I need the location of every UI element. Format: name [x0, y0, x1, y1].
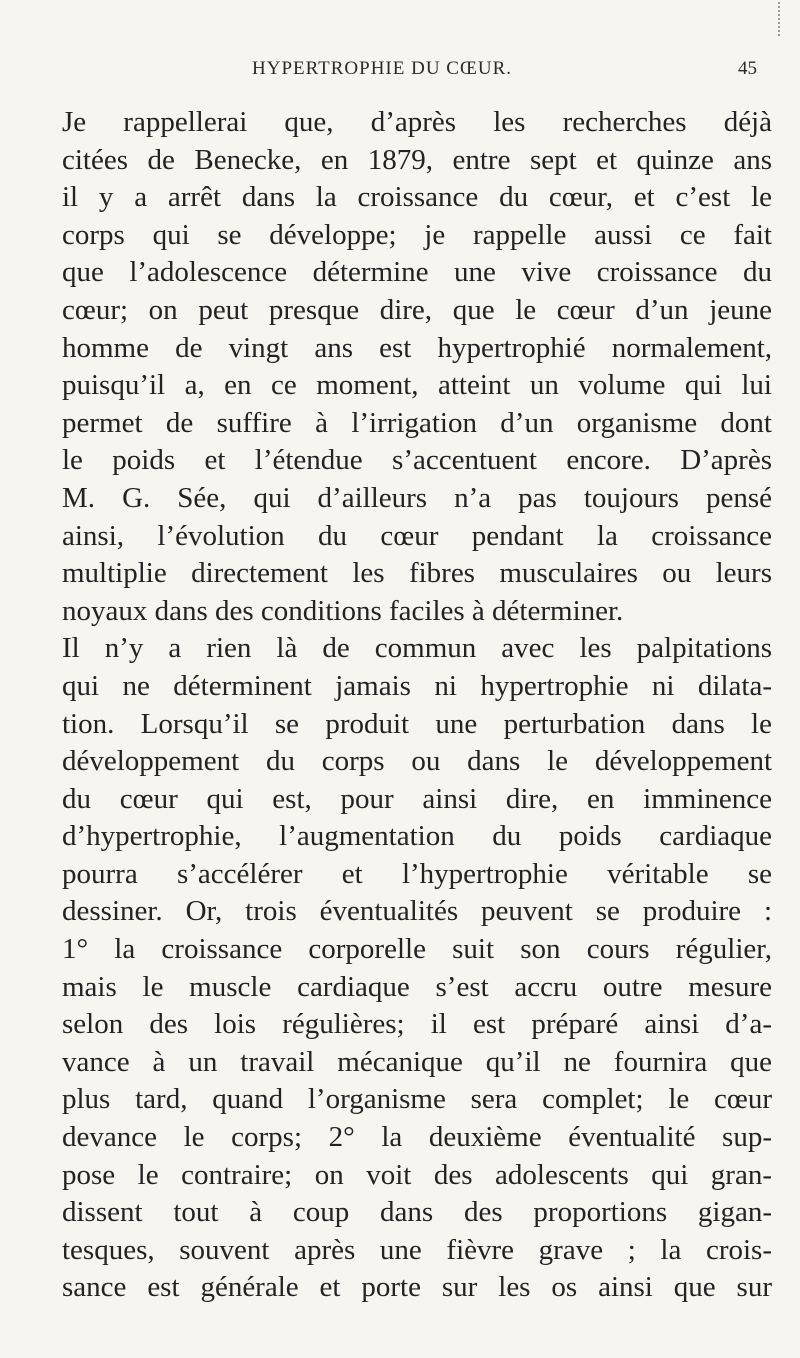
- text-line: développement du corps ou dans le développement: [62, 745, 772, 778]
- text-line: dessiner. Or, trois éventualités peuvent se produire :: [62, 895, 772, 928]
- text-line: corps qui se développe; je rappelle aussi ce fait: [62, 218, 772, 251]
- text-line: Je rappellerai que, d’après les recherches déjà: [62, 106, 772, 138]
- text-line: vance à un travail mécanique qu’il ne fournira que: [62, 1045, 772, 1078]
- text-line: selon des lois régulières; il est préparé ainsi d’a-: [62, 1008, 772, 1041]
- text-line: noyaux dans des conditions faciles à déterminer.: [62, 594, 624, 627]
- text-line: il y a arrêt dans la croissance du cœur, et c’est le: [62, 181, 772, 214]
- text-line: puisqu’il a, en ce moment, atteint un volume qui lui: [62, 369, 772, 402]
- text-line: pourra s’accélérer et l’hypertrophie véritable se: [62, 857, 772, 890]
- body-text: [62, 104, 772, 1307]
- page-header: [0, 58, 800, 94]
- text-line: dissent tout à coup dans des proportions gigan-: [62, 1196, 772, 1229]
- text-line: du cœur qui est, pour ainsi dire, en imminence: [62, 782, 772, 815]
- text-line: que l’adolescence détermine une vive croissance du: [62, 256, 772, 289]
- text-line: le poids et l’étendue s’accentuent encore. D’après: [62, 444, 772, 477]
- text-line: tion. Lorsqu’il se produit une perturbation dans le: [62, 707, 772, 740]
- text-line: cœur; on peut presque dire, que le cœur d’un jeune: [62, 293, 772, 326]
- text-line: M. G. Sée, qui d’ailleurs n’a pas toujours pensé: [62, 481, 772, 514]
- text-line: pose le contraire; on voit des adolescents qui gran-: [62, 1158, 772, 1191]
- text-line: homme de vingt ans est hypertrophié normalement,: [62, 331, 772, 364]
- text-line: plus tard, quand l’organisme sera complet; le cœur: [62, 1083, 772, 1116]
- text-line: multiplie directement les fibres musculaires ou leurs: [62, 557, 772, 590]
- text-line: qui ne déterminent jamais ni hypertrophie ni dilata-: [62, 669, 772, 702]
- text-line: tesques, souvent après une fièvre grave ; la crois-: [62, 1233, 772, 1266]
- page-number: 45: [738, 58, 757, 79]
- text-line: 1° la croissance corporelle suit son cours régulier,: [62, 933, 772, 966]
- text-line: permet de suffire à l’irrigation d’un organisme dont: [62, 406, 772, 439]
- text-line: ainsi, l’évolution du cœur pendant la croissance: [62, 519, 772, 552]
- text-line: citées de Benecke, en 1879, entre sept et quinze ans: [62, 143, 772, 176]
- text-line: mais le muscle cardiaque s’est accru outre mesure: [62, 970, 772, 1003]
- running-title: HYPERTROPHIE DU CŒUR.: [252, 58, 513, 79]
- text-line: sance est générale et porte sur les os ainsi que sur: [62, 1271, 772, 1304]
- text-line: Il n’y a rien là de commun avec les palpitations: [62, 632, 772, 665]
- text-line: devance le corps; 2° la deuxième éventualité sup-: [62, 1121, 772, 1154]
- page-edge-mark: [778, 2, 784, 36]
- text-line: d’hypertrophie, l’augmentation du poids cardiaque: [62, 820, 772, 853]
